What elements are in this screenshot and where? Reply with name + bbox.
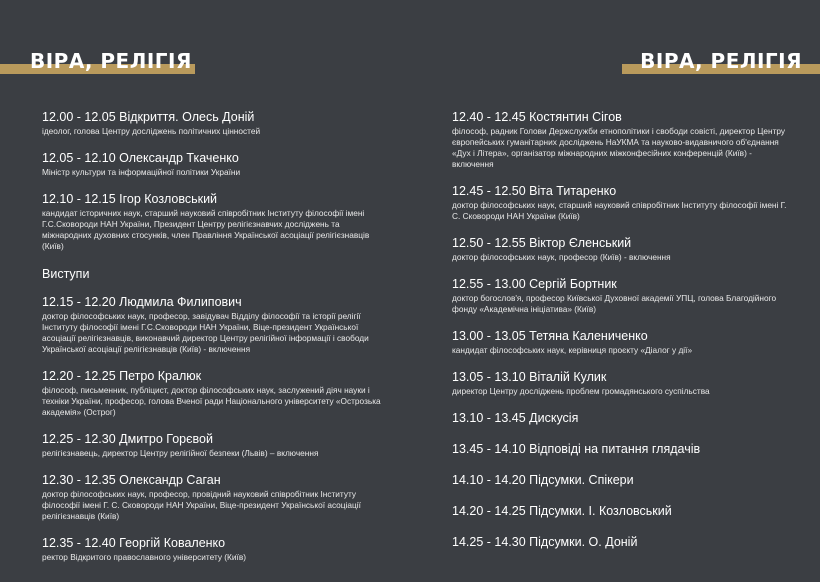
agenda-item-heading: 12.45 - 12.50 Віта Титаренко [452, 184, 617, 198]
agenda-item-description: кандидат історичних наук, старший науковий співробітник Інституту філософії імені Г.С.Сковороди НАН України, Президент Центру релігієзнавчих досліджень та міжнародних духовних стосунків, член Правління Української асоціації релігієзнавців (Київ) [42, 208, 370, 251]
agenda-item [42, 536, 382, 563]
agenda-item [42, 473, 382, 522]
agenda-item [452, 110, 792, 170]
agenda-item-heading: 13.00 - 13.05 Тетяна Калениченко [452, 329, 648, 343]
agenda-item-description: кандидат філософських наук, керівниця проєкту «Діалог у дії» [452, 345, 693, 355]
agenda-item-heading: 14.10 - 14.20 Підсумки. Спікери [452, 473, 634, 487]
right-page [410, 0, 820, 582]
agenda-item [42, 110, 382, 137]
agenda-item-heading: 13.45 - 14.10 Відповіді на питання глядачів [452, 442, 701, 456]
agenda-item-heading: 12.35 - 12.40 Георгій Коваленко [42, 536, 226, 550]
agenda-item-heading: 12.30 - 12.35 Олександр Саган [42, 473, 221, 487]
agenda-item-description: директор Центру досліджень проблем громадянського суспільства [452, 386, 710, 396]
agenda-item-heading: 12.05 - 12.10 Олександр Ткаченко [42, 151, 239, 165]
agenda-item-description: доктор філософських наук, професор, завідувач Відділу філософії та історії релігії Інституту філософії імені Г.С.Сковороди НАН України, Віце-президент Української асоціації релігієзнавців, виконавчий директор Центру релігійної інформації і свободи Української асоціації релігієзнавців (Київ) - включення [42, 311, 369, 354]
agenda-item [42, 369, 382, 418]
agenda-item-heading: 12.20 - 12.25 Петро Кралюк [42, 369, 202, 383]
agenda-item [452, 236, 792, 263]
agenda-item [452, 329, 792, 356]
agenda-item [452, 277, 792, 315]
left-section-title: ВІРА, РЕЛІГІЯ [30, 49, 192, 73]
agenda-item [42, 295, 382, 355]
agenda-item-description: доктор філософських наук, старший науковий співробітник Інституту філософії імені Г. С. Сковороди НАН України (Київ) [452, 200, 787, 221]
agenda-item-heading: 14.20 - 14.25 Підсумки. І. Козловський [452, 504, 672, 518]
speeches-subheading: Виступи [42, 267, 90, 281]
agenda-item [452, 442, 792, 457]
agenda-item-heading: 13.05 - 13.10 Віталій Кулик [452, 370, 607, 384]
agenda-item [42, 192, 382, 252]
agenda-item [42, 151, 382, 178]
agenda-item-description: філософ, письменник, публіцист, доктор філософських наук, заслужений діяч науки і техніки України, професор, голова Вченої ради Національного університету «Острозька академія» (Острог) [42, 385, 381, 417]
right-section-banner [622, 44, 820, 74]
agenda-item-description: доктор філософських наук, професор (Київ) - включення [452, 252, 671, 262]
agenda-item-description: доктор філософських наук, професор, провідний науковий співробітник Інституту філософії імені Г. С. Сковороди НАН України, Віце-президент Української асоціації релігієзнавців (Київ) [42, 489, 361, 521]
agenda-item-description: доктор богослов'я, професор Київської Духовної академії УПЦ, голова Благодійного фонду «Академічна ініціатива» (Київ) [452, 293, 777, 314]
agenda-item-heading: 12.55 - 13.00 Сергій Бортник [452, 277, 617, 291]
left-agenda [42, 110, 382, 563]
agenda-item-heading: 12.40 - 12.45 Костянтин Сігов [452, 110, 622, 124]
agenda-item [452, 370, 792, 397]
agenda-item [452, 504, 792, 519]
section-subheading [42, 267, 382, 282]
left-section-banner [0, 44, 195, 74]
agenda-item-heading: 12.10 - 12.15 Ігор Козловський [42, 192, 218, 206]
agenda-item-description: ректор Відкритого православного університету (Київ) [42, 552, 246, 562]
right-agenda [452, 110, 792, 550]
right-section-title: ВІРА, РЕЛІГІЯ [640, 49, 802, 73]
agenda-item-description: релігієзнавець, директор Центру релігійної безпеки (Львів) – включення [42, 448, 319, 458]
agenda-item-heading: 12.15 - 12.20 Людмила Филипович [42, 295, 242, 309]
agenda-item [452, 184, 792, 222]
agenda-item-description: філософ, радник Голови Держслужби етнополітики і свободи совісті, директор Центру європейських гуманітарних досліджень НаУКМА та науково-видавничого об'єднання «Дух і Літера», організатор міжнародних міжконфесійних конференцій (Київ) - включення [452, 126, 786, 169]
agenda-item-heading: 12.50 - 12.55 Віктор Єленський [452, 236, 632, 250]
agenda-item [42, 432, 382, 459]
agenda-item [452, 411, 792, 426]
agenda-item-heading: 12.00 - 12.05 Відкриття. Олесь Доній [42, 110, 255, 124]
agenda-item-heading: 13.10 - 13.45 Дискусія [452, 411, 579, 425]
agenda-item [452, 473, 792, 488]
agenda-item-description: ідеолог, голова Центру досліджень політичних цінностей [42, 126, 261, 136]
agenda-item-description: Міністр культури та інформаційної політики України [42, 167, 241, 177]
agenda-item [452, 535, 792, 550]
agenda-item-heading: 14.25 - 14.30 Підсумки. О. Доній [452, 535, 638, 549]
agenda-item-heading: 12.25 - 12.30 Дмитро Горєвой [42, 432, 213, 446]
